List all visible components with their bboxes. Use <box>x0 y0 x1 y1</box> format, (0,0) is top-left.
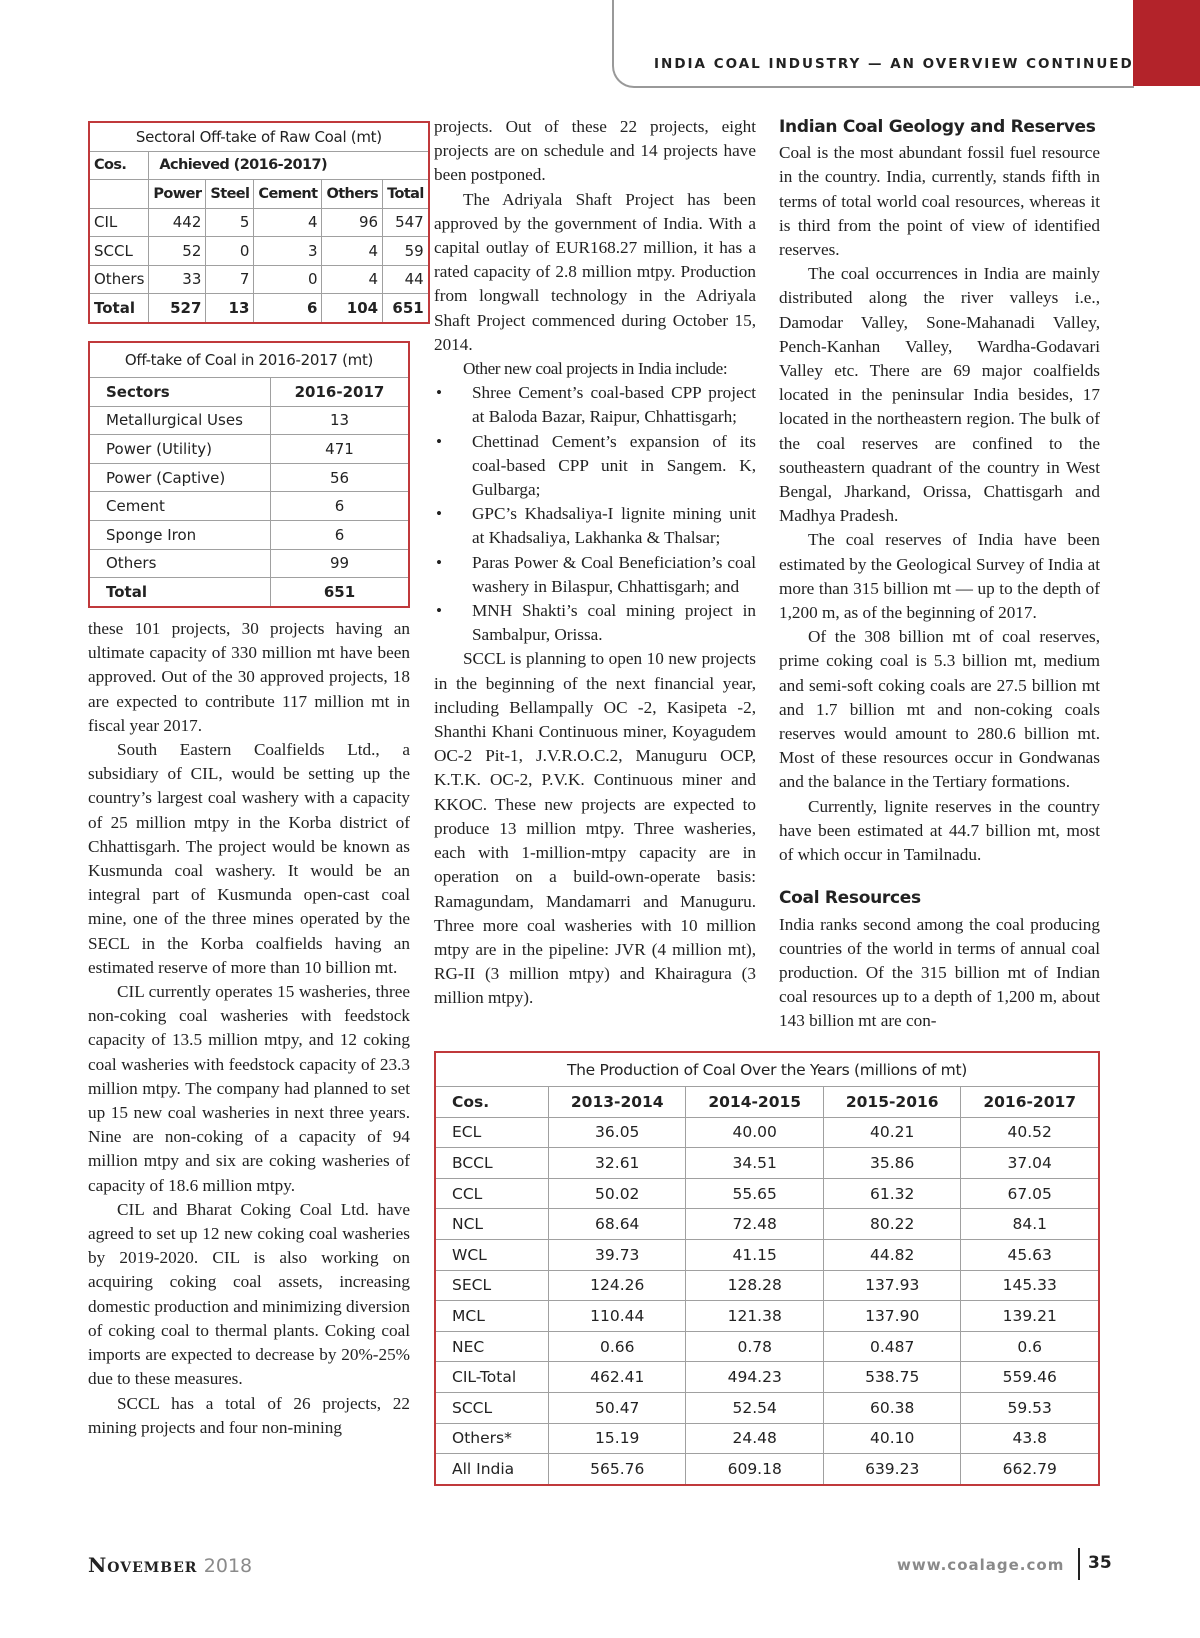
row-label: Total <box>89 294 149 323</box>
row-label: Others <box>89 265 149 294</box>
table-cell: 0.66 <box>549 1331 686 1362</box>
table-cell: 13 <box>271 406 410 435</box>
table-cell: 13 <box>206 294 254 323</box>
section-heading: Coal Resources <box>779 888 921 909</box>
footer-year: 2018 <box>203 1555 253 1577</box>
row-label: Cement <box>89 492 271 521</box>
table-total-row <box>89 294 429 323</box>
column-header: Others <box>322 180 383 209</box>
empty-cell <box>89 180 149 209</box>
table-cell: 50.02 <box>549 1178 686 1209</box>
table-cell: 67.05 <box>961 1178 1099 1209</box>
table-row <box>89 520 409 549</box>
row-label: CCL <box>435 1178 549 1209</box>
table-cell: 462.41 <box>549 1362 686 1393</box>
table-cell: 662.79 <box>961 1454 1099 1485</box>
table-row <box>89 265 429 294</box>
table-row <box>89 463 409 492</box>
text-column-2 <box>434 115 756 1011</box>
table-cell: 139.21 <box>961 1301 1099 1332</box>
table-row <box>435 1270 1099 1301</box>
table-cell: 52 <box>149 237 206 266</box>
paragraph: India ranks second among the coal producing countries of the world in terms of annual coal production. Of the 315 billion mt of Indian coal resources up to a depth of 1,200 m, about 143 billion mt are con- <box>779 914 1100 1031</box>
offtake-2016-2017-table <box>88 341 410 608</box>
table-cell: 72.48 <box>686 1209 823 1240</box>
table-cell: 547 <box>383 208 429 237</box>
table-cell: 24.48 <box>686 1423 823 1454</box>
list-item: • Chettinad Cement’s expansion of its coal-based CPP unit in Sangem. K, Gulbarga; <box>434 430 756 503</box>
table-cell: 39.73 <box>549 1239 686 1270</box>
list-item: • Shree Cement’s coal-based CPP project at Baloda Bazar, Raipur, Chhattisgarh; <box>434 381 756 429</box>
table-total-row <box>89 578 409 607</box>
table-cell: 41.15 <box>686 1239 823 1270</box>
table-cell: 651 <box>271 578 410 607</box>
paragraph: The coal occurrences in India are mainly distributed along the river valleys i.e., Damodar Valley, Sone-Mahanadi Valley, Pench-Kanhan Valley, Wardha-Godavari Valley etc. There are 69 major coalfields located in the peninsular India besides, 17 located in the northeastern region. The bulk of the coal reserves are confined to the southeastern quadrant of the country in West Bengal, Jharkand, Orissa, Chattisgarh and Madhya Pradesh. <box>779 264 1100 526</box>
table-cell: 0 <box>254 265 322 294</box>
table-caption: Sectoral Off-take of Raw Coal (mt) <box>89 122 429 151</box>
row-label: Others* <box>435 1423 549 1454</box>
table-cell: 137.93 <box>823 1270 960 1301</box>
sectoral-offtake-table <box>88 121 430 324</box>
row-label: WCL <box>435 1239 549 1270</box>
list-item: • MNH Shakti’s coal mining project in Sambalpur, Orissa. <box>434 599 756 647</box>
paragraph: The Adriyala Shaft Project has been approved by the government of India. With a capital outlay of EUR168.27 million, it has a rated capacity of 2.8 million mtpy. Production from longwall technology in the Adriyala Shaft Project commenced during October 15, 2014. <box>434 189 756 354</box>
table-cell: 99 <box>271 549 410 578</box>
footer-divider <box>1078 1548 1080 1580</box>
row-label: Others <box>89 549 271 578</box>
table-cell: 3 <box>254 237 322 266</box>
table-cell: 128.28 <box>686 1270 823 1301</box>
footer-month: November <box>88 1553 198 1577</box>
text-column-3 <box>779 115 1100 1034</box>
list-item: • GPC’s Khadsaliya-I lignite mining unit at Khadsaliya, Lakhanka & Thalsar; <box>434 502 756 550</box>
table-cell: 34.51 <box>686 1148 823 1179</box>
table-cell: 145.33 <box>961 1270 1099 1301</box>
table-row <box>89 237 429 266</box>
paragraph: Currently, lignite reserves in the country have been estimated at 44.7 billion mt, most of which occur in Tamilnadu. <box>779 796 1100 865</box>
table-caption: The Production of Coal Over the Years (millions of mt) <box>435 1052 1099 1087</box>
table-cell: 68.64 <box>549 1209 686 1240</box>
table-cell: 52.54 <box>686 1392 823 1423</box>
table-cell: 538.75 <box>823 1362 960 1393</box>
table-cell: 7 <box>206 265 254 294</box>
table-row <box>89 208 429 237</box>
paragraph: South Eastern Coalfields Ltd., a subsidiary of CIL, would be setting up the country’s largest coal washery with a capacity of 25 million mtpy in the Korba district of Chhattisgarh. The project would be known as Kusmunda coal washery. It would be an integral part of Kusmunda open-cast coal mine, one of the three mines operated by the SECL in the Korba coalfields having an estimated reserve of more than 10 billion mt. <box>88 740 410 977</box>
page-number: 35 <box>1088 1553 1112 1573</box>
table-cell: 0.78 <box>686 1331 823 1362</box>
table-cell: 80.22 <box>823 1209 960 1240</box>
table-cell: 59.53 <box>961 1392 1099 1423</box>
table-row <box>435 1331 1099 1362</box>
table-row <box>89 435 409 464</box>
row-label: CIL-Total <box>435 1362 549 1393</box>
paragraph: The coal reserves of India have been estimated by the Geological Survey of India at more than 315 billion mt — up to the depth of 1,200 m, as of the beginning of 2017. <box>779 530 1100 623</box>
table-cell: 32.61 <box>549 1148 686 1179</box>
footer-issue <box>88 1553 252 1577</box>
table-row <box>89 549 409 578</box>
list-item: • Paras Power & Coal Beneficiation’s coal washery in Bilaspur, Chhattisgarh; and <box>434 551 756 599</box>
table-caption: Off-take of Coal in 2016-2017 (mt) <box>89 342 409 378</box>
paragraph: CIL and Bharat Coking Coal Ltd. have agreed to set up 12 new coking coal washeries by 2019-2020. CIL is also working on acquiring coking coal assets, increasing domestic production and minimizing diversion of coking coal to thermal plants. Coking coal imports are expected to decrease by 20%-25% due to these measures. <box>88 1199 410 1389</box>
section-heading: Indian Coal Geology and Reserves <box>779 117 1096 137</box>
row-label: ECL <box>435 1117 549 1148</box>
column-header: Steel <box>206 180 254 209</box>
table-cell: 110.44 <box>549 1301 686 1332</box>
header-accent-tab <box>1133 0 1200 86</box>
table-row <box>435 1117 1099 1148</box>
table-cell: 527 <box>149 294 206 323</box>
table-cell: 44 <box>383 265 429 294</box>
table-cell: 6 <box>271 520 410 549</box>
table-cell: 59 <box>383 237 429 266</box>
paragraph: projects. Out of these 22 projects, eight projects are on schedule and 14 projects have been postponed. <box>434 117 756 185</box>
table-row <box>435 1362 1099 1393</box>
table-row <box>435 1239 1099 1270</box>
header-frame <box>612 0 1134 88</box>
table-cell: 35.86 <box>823 1148 960 1179</box>
row-label: Power (Utility) <box>89 435 271 464</box>
row-label: SCCL <box>89 237 149 266</box>
table-cell: 565.76 <box>549 1454 686 1485</box>
paragraph: Coal is the most abundant fossil fuel resource in the country. India, currently, stands fifth in terms of total world coal resources, whereas it is third from the point of view of identified reserves. <box>779 143 1100 260</box>
paragraph: Other new coal projects in India include: <box>463 359 728 379</box>
row-label: MCL <box>435 1301 549 1332</box>
table-cell: 121.38 <box>686 1301 823 1332</box>
row-label: BCCL <box>435 1148 549 1179</box>
table-cell: 45.63 <box>961 1239 1099 1270</box>
table-row <box>435 1454 1099 1485</box>
row-label: Power (Captive) <box>89 463 271 492</box>
table-cell: 40.52 <box>961 1117 1099 1148</box>
table-row <box>435 1178 1099 1209</box>
column-group-header: Achieved (2016-2017) <box>149 151 429 180</box>
table-cell: 0.6 <box>961 1331 1099 1362</box>
table-cell: 0.487 <box>823 1331 960 1362</box>
table-cell: 4 <box>254 208 322 237</box>
table-cell: 36.05 <box>549 1117 686 1148</box>
table-row <box>435 1392 1099 1423</box>
table-cell: 61.32 <box>823 1178 960 1209</box>
table-cell: 43.8 <box>961 1423 1099 1454</box>
bullet-list <box>434 381 756 647</box>
row-label: SECL <box>435 1270 549 1301</box>
table-cell: 55.65 <box>686 1178 823 1209</box>
table-cell: 609.18 <box>686 1454 823 1485</box>
row-label: CIL <box>89 208 149 237</box>
row-label: SCCL <box>435 1392 549 1423</box>
row-label: Total <box>89 578 271 607</box>
paragraph: CIL currently operates 15 washeries, three non-coking coal washeries with feedstock capacity of 13.5 million mtpy, and 12 coking coal washeries with feedstock capacity of 23.3 million mtpy. The company had planned to set up 15 new coal washeries in next three years. Nine are non-coking of a capacity of 94 million mtpy and six are coking washeries of capacity of 18.6 million mtpy. <box>88 982 410 1195</box>
column-header: 2013-2014 <box>549 1087 686 1118</box>
table-cell: 6 <box>271 492 410 521</box>
column-header: Total <box>383 180 429 209</box>
table-cell: 56 <box>271 463 410 492</box>
column-header: 2015-2016 <box>823 1087 960 1118</box>
table-row <box>89 406 409 435</box>
table-cell: 60.38 <box>823 1392 960 1423</box>
table-cell: 40.10 <box>823 1423 960 1454</box>
column-header: Sectors <box>89 378 271 407</box>
table-cell: 4 <box>322 237 383 266</box>
table-cell: 442 <box>149 208 206 237</box>
coal-production-table <box>434 1051 1100 1486</box>
column-header: Cement <box>254 180 322 209</box>
column-header: Power <box>149 180 206 209</box>
table-cell: 50.47 <box>549 1392 686 1423</box>
table-row <box>435 1301 1099 1332</box>
table-cell: 15.19 <box>549 1423 686 1454</box>
table-cell: 104 <box>322 294 383 323</box>
table-cell: 33 <box>149 265 206 294</box>
column-header: 2016-2017 <box>271 378 410 407</box>
table-cell: 639.23 <box>823 1454 960 1485</box>
row-label: All India <box>435 1454 549 1485</box>
column-header: 2016-2017 <box>961 1087 1099 1118</box>
table-cell: 96 <box>322 208 383 237</box>
row-label: NEC <box>435 1331 549 1362</box>
paragraph: SCCL has a total of 26 projects, 22 mining projects and four non-mining <box>88 1393 410 1437</box>
table-cell: 84.1 <box>961 1209 1099 1240</box>
table-cell: 471 <box>271 435 410 464</box>
table-cell: 40.00 <box>686 1117 823 1148</box>
table-cell: 5 <box>206 208 254 237</box>
table-cell: 651 <box>383 294 429 323</box>
paragraph: SCCL is planning to open 10 new projects in the beginning of the next financial year, including Bellampally OC -2, Kasipeta -2, Shanthi Khani Continuous miner, Koyagudem OC-2 Pit-1, J.V.R.O.C.2, Manuguru OCP, K.T.K. OC-2, P.V.K. Continuous miner and KKOC. These new projects are expected to produce 13 million mtpy. Three washeries, each with 1-million-mtpy capacity are in operation on a build-own-operate basis: Ramagundam, Mandamarri and Manuguru. Three more coal washeries with 10 million mtpy are in the pipeline: JVR (4 million mt), RG-II (3 million mtpy) and Khairagura (3 million mtpy). <box>434 649 756 1008</box>
table-row <box>89 492 409 521</box>
paragraph: these 101 projects, 30 projects having an ultimate capacity of 330 million mt have been approved. Out of the 30 approved projects, 18 are expected to contribute 117 million mt in fiscal year 2017. <box>88 619 410 735</box>
table-cell: 0 <box>206 237 254 266</box>
paragraph: Of the 308 billion mt of coal reserves, prime coking coal is 5.3 billion mt, medium and semi-soft coking coals are 27.5 billion mt and 1.7 billion mt and non-coking coals reserves would amount to 280.6 billion mt. Most of these resources occur in Gondwanas and the balance in the Tertiary formations. <box>779 627 1100 792</box>
table-cell: 6 <box>254 294 322 323</box>
table-cell: 40.21 <box>823 1117 960 1148</box>
running-header: INDIA COAL INDUSTRY — AN OVERVIEW CONTINUED <box>654 56 1134 72</box>
table-cell: 124.26 <box>549 1270 686 1301</box>
table-cell: 44.82 <box>823 1239 960 1270</box>
table-cell: 559.46 <box>961 1362 1099 1393</box>
column-header: 2014-2015 <box>686 1087 823 1118</box>
text-column-1 <box>88 617 410 1440</box>
row-label: NCL <box>435 1209 549 1240</box>
table-cell: 4 <box>322 265 383 294</box>
footer-url: www.coalage.com <box>897 1556 1065 1574</box>
table-cell: 37.04 <box>961 1148 1099 1179</box>
column-header: Cos. <box>89 151 149 180</box>
table-row <box>435 1209 1099 1240</box>
table-row <box>435 1423 1099 1454</box>
row-label: Sponge Iron <box>89 520 271 549</box>
table-cell: 494.23 <box>686 1362 823 1393</box>
row-label: Metallurgical Uses <box>89 406 271 435</box>
table-cell: 137.90 <box>823 1301 960 1332</box>
table-row <box>435 1148 1099 1179</box>
column-header: Cos. <box>435 1087 549 1118</box>
